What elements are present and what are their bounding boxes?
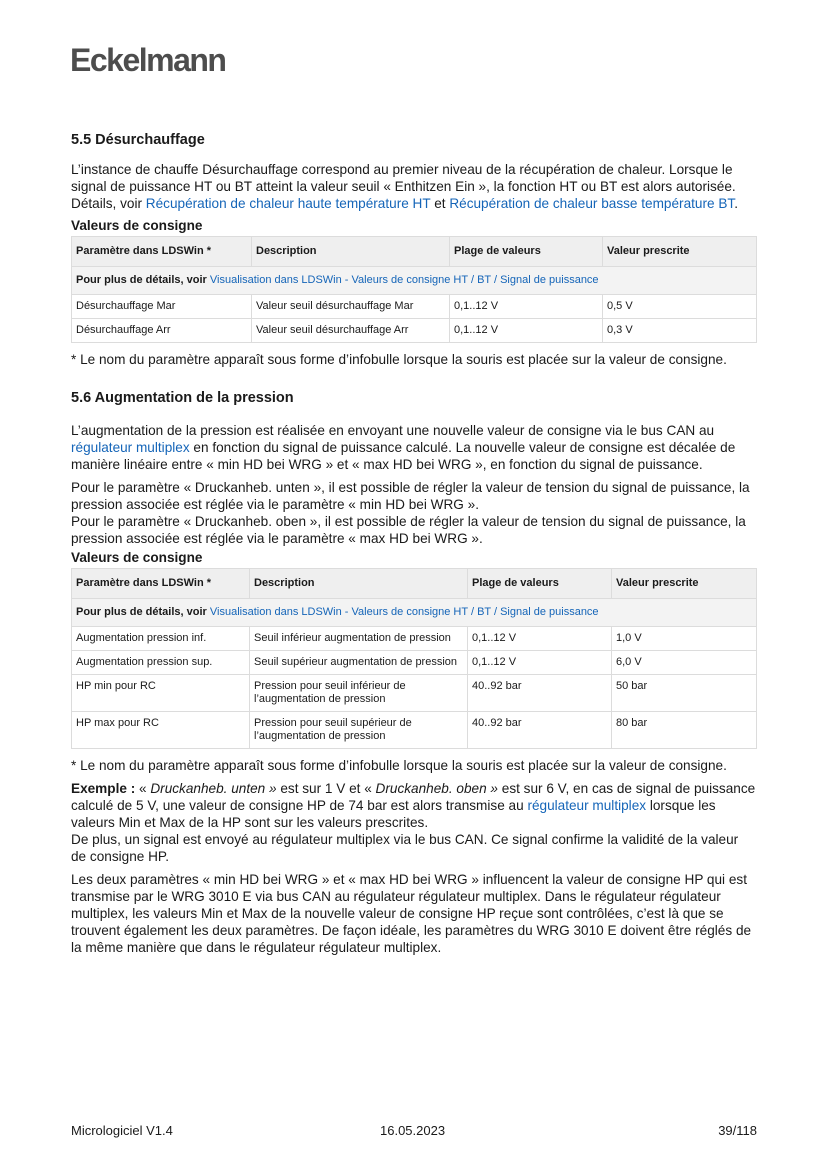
text: est sur 6 V, en cas de signal de puissance calculé de 5 V, une valeur de consigne HP de 74 bar est alors transmise au xyxy=(71,781,756,813)
example-paragraph xyxy=(71,780,757,865)
info-row xyxy=(72,599,757,627)
info-prefix: Pour plus de détails, voir xyxy=(76,274,210,286)
link-bt[interactable]: Récupération de chaleur basse température BT xyxy=(449,196,735,211)
cell: Seuil supérieur augmentation de pression xyxy=(250,651,468,675)
info-cell xyxy=(72,267,757,295)
cell: Seuil inférieur augmentation de pression xyxy=(250,627,468,651)
col-header: Description xyxy=(252,237,450,267)
col-header: Plage de valeurs xyxy=(450,237,603,267)
table-row xyxy=(72,712,757,749)
section-heading-5-5: 5.5 Désurchauffage xyxy=(71,132,205,148)
link-ht[interactable]: Récupération de chaleur haute température HT xyxy=(145,196,431,211)
cell: 0,1..12 V xyxy=(468,627,612,651)
table-header xyxy=(72,569,757,599)
document-body xyxy=(71,132,757,962)
cell: Désurchauffage Arr xyxy=(72,319,252,343)
text: Pour le paramètre « Druckanheb. oben », il est possible de régler la valeur de tension du signal de puissance, la pression associée est réglée via le paramètre « max HD bei WRG ». xyxy=(71,514,746,546)
cell: 80 bar xyxy=(612,712,757,749)
table-row xyxy=(72,295,757,319)
table-row xyxy=(72,319,757,343)
cell: 50 bar xyxy=(612,675,757,712)
setpoints-table-5-6 xyxy=(71,568,757,749)
paragraph xyxy=(71,479,757,547)
cell: 1,0 V xyxy=(612,627,757,651)
cell: Valeur seuil désurchauffage Arr xyxy=(252,319,450,343)
text: Druckanheb. unten » xyxy=(150,781,277,796)
text: est sur 1 V et « xyxy=(276,781,376,796)
text: L’instance de chauffe Désurchauffage correspond au premier niveau de la récupération de chaleur. Lorsque le signal de puissance HT ou BT atteint la valeur seuil « Enthitzen Ein », la fonction HT ou BT est alors autorisée. Détails, voir xyxy=(71,162,736,211)
cell: 40..92 bar xyxy=(468,712,612,749)
cell: 0,5 V xyxy=(603,295,757,319)
cell: 0,1..12 V xyxy=(468,651,612,675)
footer-page-number: 39/118 xyxy=(718,1123,757,1138)
col-header: Valeur prescrite xyxy=(603,237,757,267)
table-row xyxy=(72,675,757,712)
link-multiplex[interactable]: régulateur multiplex xyxy=(71,440,190,455)
text: Pour le paramètre « Druckanheb. unten », il est possible de régler la valeur de tension du signal de puissance, la pression associée est réglée via le paramètre « min HD bei WRG ». xyxy=(71,480,750,512)
eckelmann-logo: Eckelmann xyxy=(70,42,226,78)
table-header xyxy=(72,237,757,267)
col-header: Plage de valeurs xyxy=(468,569,612,599)
cell: Désurchauffage Mar xyxy=(72,295,252,319)
cell: Valeur seuil désurchauffage Mar xyxy=(252,295,450,319)
cell: 40..92 bar xyxy=(468,675,612,712)
cell: 0,1..12 V xyxy=(450,319,603,343)
footer-date: 16.05.2023 xyxy=(380,1123,446,1138)
visualisation-link[interactable]: Visualisation dans LDSWin - Valeurs de consigne HT / BT / Signal de puissance xyxy=(209,606,599,618)
cell: 0,3 V xyxy=(603,319,757,343)
info-cell xyxy=(72,599,757,627)
text: et xyxy=(430,196,450,211)
paragraph xyxy=(71,161,757,212)
text: Druckanheb. oben » xyxy=(375,781,498,796)
footnote: * Le nom du paramètre apparaît sous forme d’infobulle lorsque la souris est placée sur la valeur de consigne. xyxy=(71,352,727,367)
footer-version: Micrologiciel V1.4 xyxy=(71,1123,173,1138)
col-header: Description xyxy=(250,569,468,599)
text: en fonction du signal de puissance calculé. La nouvelle valeur de consigne est décalée de manière linéaire entre « min HD bei WRG » et « max HD bei WRG », en fonction du signal de puissance. xyxy=(71,440,736,472)
cell: Augmentation pression sup. xyxy=(72,651,250,675)
subheading: Valeurs de consigne xyxy=(71,218,203,233)
info-prefix: Pour plus de détails, voir xyxy=(76,606,210,618)
text: « xyxy=(135,781,151,796)
paragraph: Les deux paramètres « min HD bei WRG » et « max HD bei WRG » influencent la valeur de consigne HP qui est transmise par le WRG 3010 E via bus CAN au régulateur régulateur multiplex. Dans le régulateur régulateur multiplex, les valeurs Min et Max de la nouvelle valeur de consigne HP reçue sont contrôlées, c’est là que se trouvent également les deux paramètres. De façon idéale, les paramètres du WRG 3010 E doivent être réglés de la même manière que dans le régulateur régulateur multiplex. xyxy=(71,872,752,955)
section-heading-5-6: 5.6 Augmentation de la pression xyxy=(71,390,294,406)
cell: 6,0 V xyxy=(612,651,757,675)
footnote: * Le nom du paramètre apparaît sous forme d’infobulle lorsque la souris est placée sur la valeur de consigne. xyxy=(71,758,727,773)
paragraph xyxy=(71,422,757,473)
cell: Augmentation pression inf. xyxy=(72,627,250,651)
cell: 0,1..12 V xyxy=(450,295,603,319)
col-header: Valeur prescrite xyxy=(612,569,757,599)
link-multiplex[interactable]: régulateur multiplex xyxy=(527,798,647,813)
info-row xyxy=(72,267,757,295)
example-label: Exemple : xyxy=(71,781,136,796)
setpoints-table-5-5 xyxy=(71,236,757,343)
col-header: Paramètre dans LDSWin * xyxy=(72,237,252,267)
table-row xyxy=(72,627,757,651)
subheading: Valeurs de consigne xyxy=(71,550,203,565)
table-row xyxy=(72,651,757,675)
text: lorsque les valeurs Min et Max de la HP sont sur les valeurs prescrites. xyxy=(71,798,716,830)
cell: Pression pour seuil supérieur de l’augmentation de pression xyxy=(250,712,468,749)
cell: HP max pour RC xyxy=(72,712,250,749)
cell: Pression pour seuil inférieur de l’augmentation de pression xyxy=(250,675,468,712)
visualisation-link[interactable]: Visualisation dans LDSWin - Valeurs de consigne HT / BT / Signal de puissance xyxy=(209,274,599,286)
col-header: Paramètre dans LDSWin * xyxy=(72,569,250,599)
cell: HP min pour RC xyxy=(72,675,250,712)
text: L’augmentation de la pression est réalisée en envoyant une nouvelle valeur de consigne via le bus CAN au xyxy=(71,423,715,438)
text: . xyxy=(734,196,738,211)
text: De plus, un signal est envoyé au régulateur multiplex via le bus CAN. Ce signal confirme la validité de la valeur de consigne HP. xyxy=(71,832,739,864)
